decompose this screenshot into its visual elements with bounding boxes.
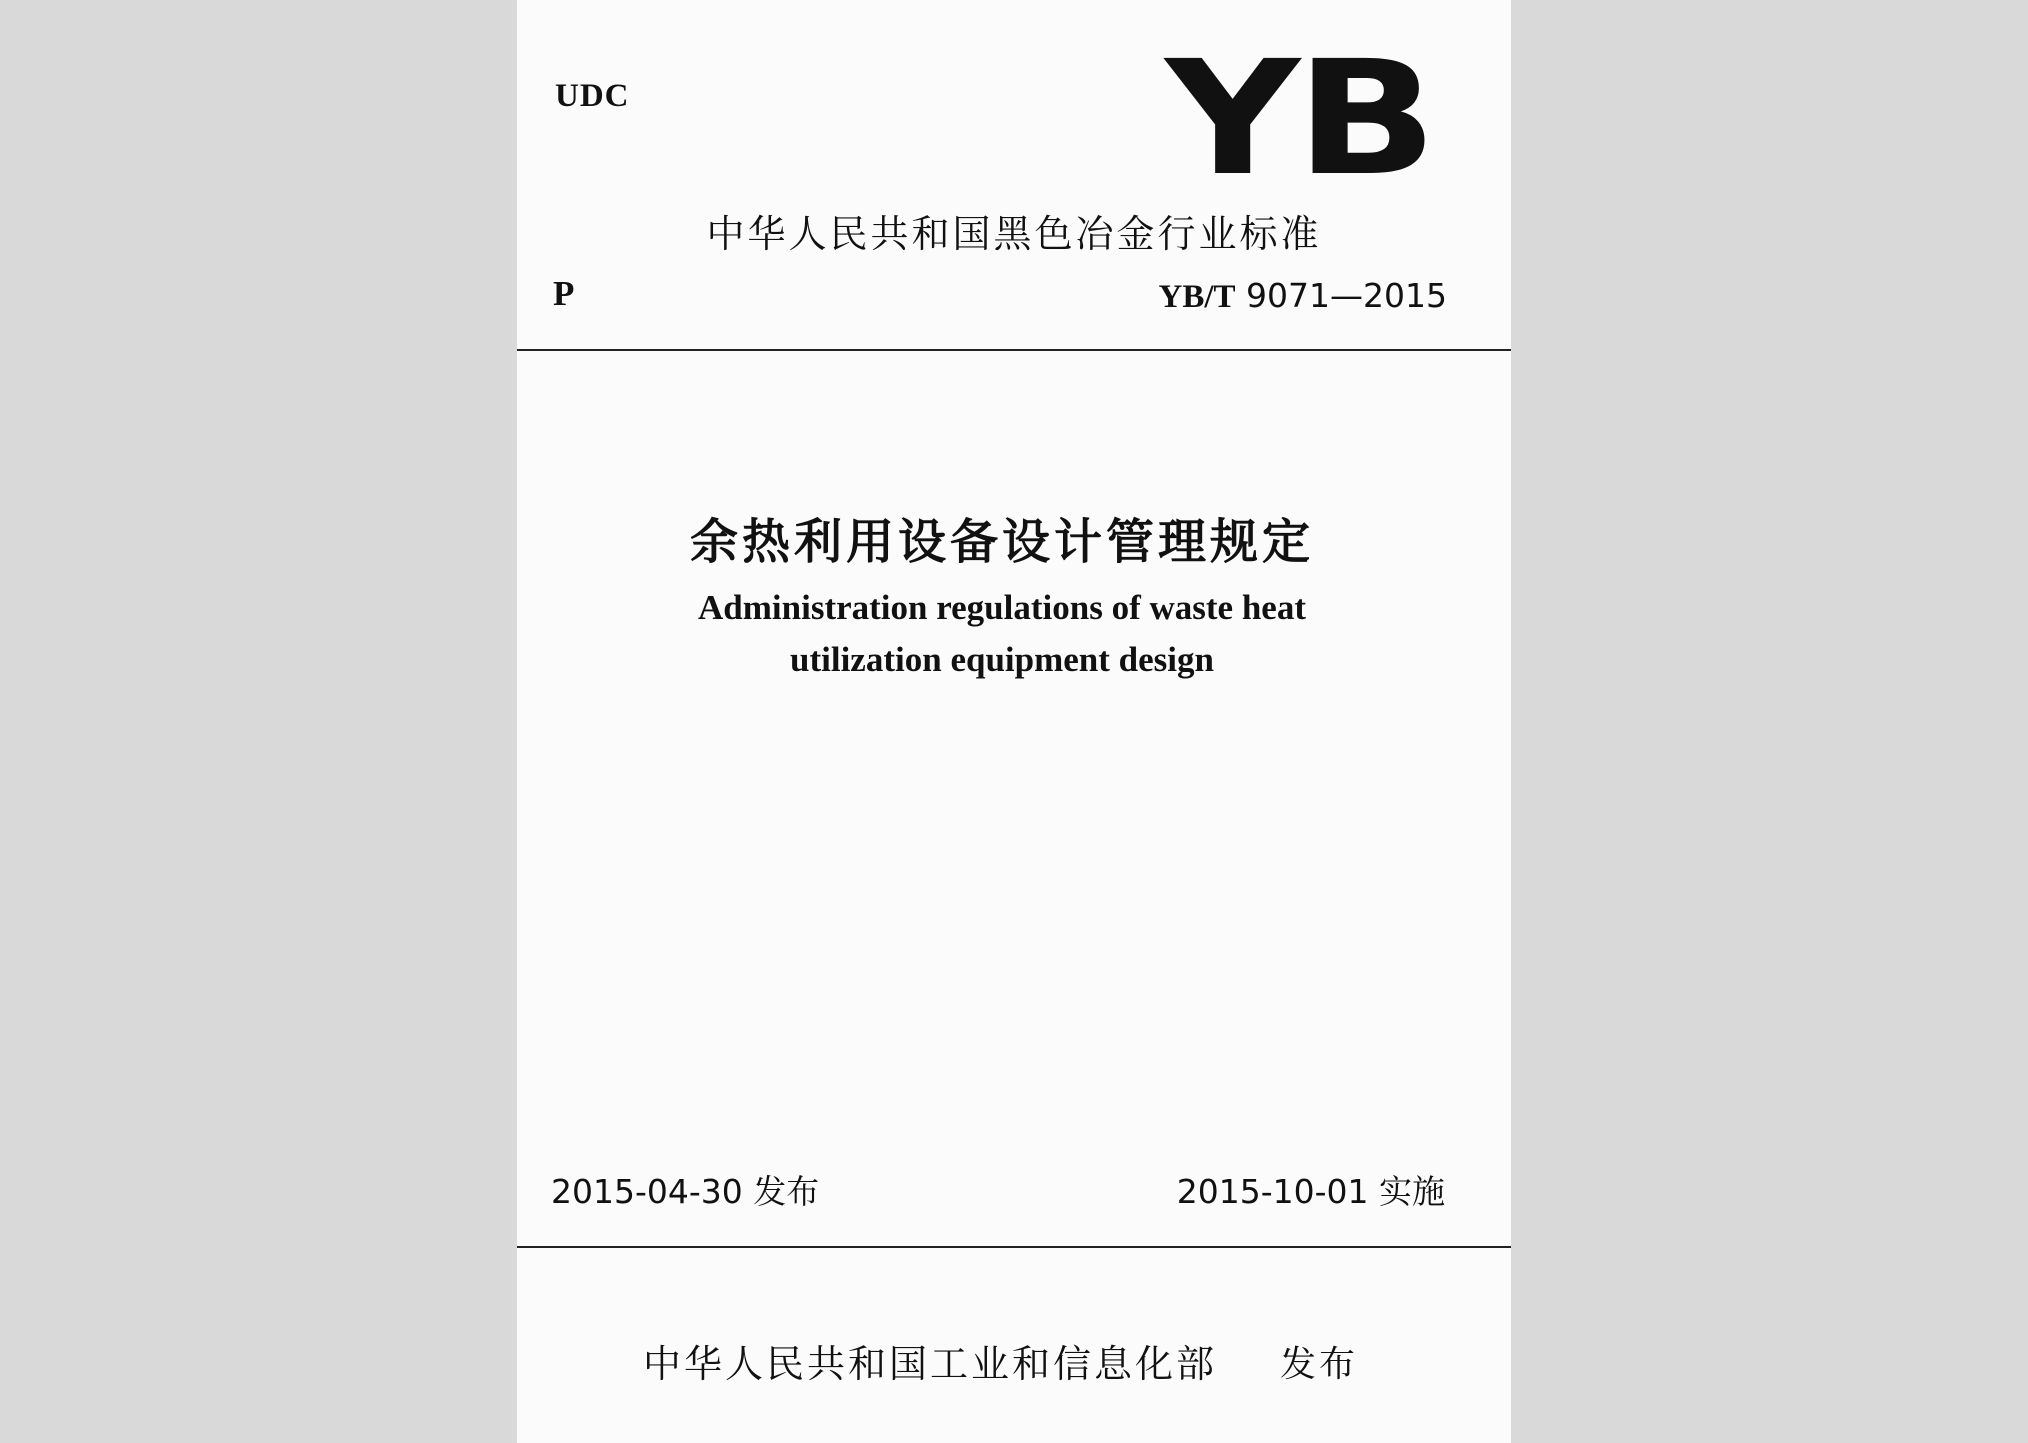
publish-label: 发布 bbox=[1280, 1344, 1359, 1385]
classification-code: P bbox=[553, 274, 575, 313]
publisher-name: 中华人民共和国工业和信息化部 bbox=[643, 1342, 1218, 1386]
standard-prefix: YB/T bbox=[1158, 279, 1236, 315]
standard-number bbox=[1159, 276, 1448, 316]
bottom-divider bbox=[517, 1246, 1511, 1248]
industry-standard-title: 中华人民共和国黑色冶金行业标准 bbox=[706, 212, 1322, 256]
yb-logo: YB bbox=[1165, 27, 1433, 211]
document-cover bbox=[517, 0, 1511, 1443]
title-english-line2: utilization equipment design bbox=[790, 640, 1214, 679]
title-chinese: 余热利用设备设计管理规定 bbox=[689, 514, 1314, 570]
standard-code: 9071—2015 bbox=[1246, 276, 1447, 315]
issue-date: 2015-04-30 发布 bbox=[551, 1172, 820, 1211]
title-english bbox=[517, 582, 1511, 686]
implementation-date: 2015-10-01 实施 bbox=[1176, 1172, 1445, 1211]
udc-label: UDC bbox=[555, 78, 630, 114]
title-english-line1: Administration regulations of waste heat bbox=[698, 588, 1306, 627]
top-divider bbox=[517, 349, 1511, 351]
